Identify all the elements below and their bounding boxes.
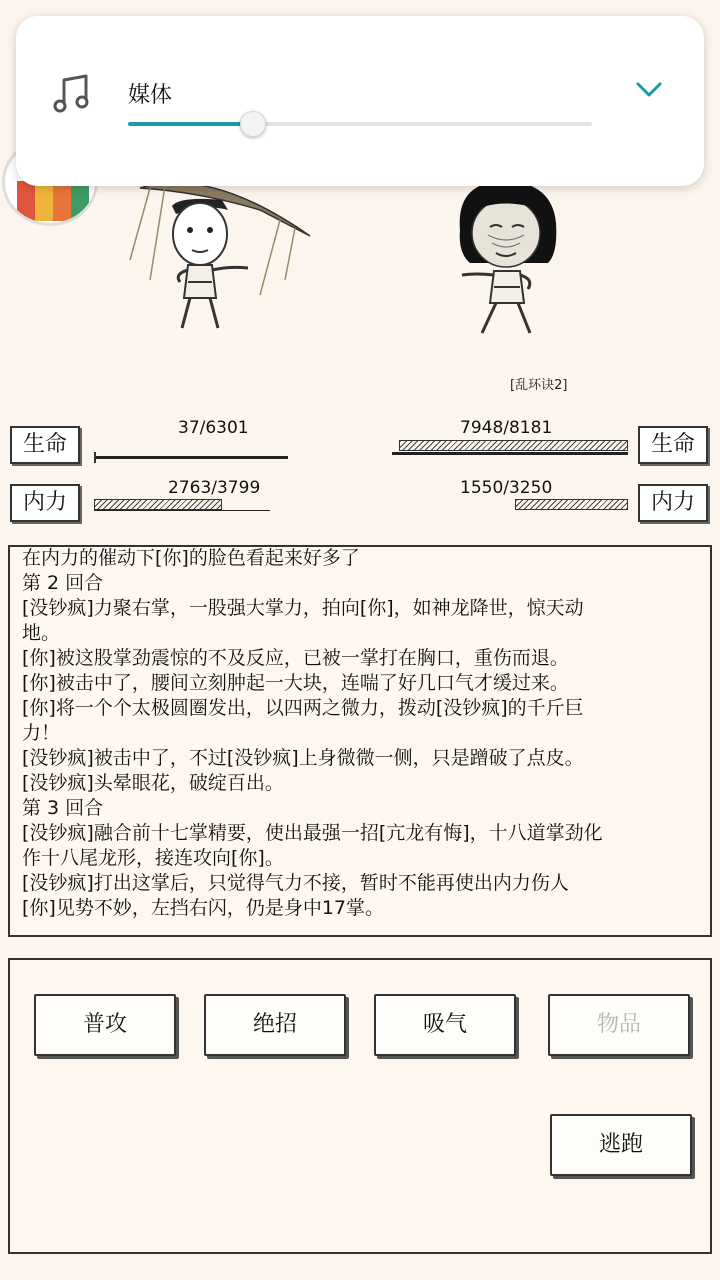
player-hp-label: 生命 (10, 426, 80, 464)
volume-panel (16, 16, 704, 186)
enemy-skill-label: [乱环诀2] (510, 378, 568, 393)
log-line: 力！ (22, 722, 61, 744)
volume-stream-label: 媒体 (128, 83, 173, 108)
enemy-hp-value: 7948/8181 (460, 418, 553, 438)
player-character (110, 170, 320, 340)
log-line: 地。 (22, 622, 61, 644)
items-button[interactable]: 物品 (548, 994, 690, 1056)
enemy-character (440, 175, 580, 340)
log-line: [没钞疯]打出这掌后，只觉得气力不接，暂时不能再使出内力伤人 (22, 872, 569, 894)
volume-slider-fill (128, 122, 253, 126)
attack-button[interactable]: 普攻 (34, 994, 176, 1056)
log-line: [你]被击中了，腰间立刻肿起一大块，连喘了好几口气才缓过来。 (22, 672, 569, 694)
player-hp-value: 37/6301 (178, 418, 249, 438)
player-mp-bar-fill (94, 499, 222, 510)
log-line: 第 2 回合 (22, 572, 104, 594)
battle-log[interactable] (8, 545, 712, 937)
log-line: 第 3 回合 (22, 797, 104, 819)
log-line: [你]见势不妙，左挡右闪，仍是身中17掌。 (22, 897, 385, 919)
log-line: 作十八尾龙形，接连攻向[你]。 (22, 847, 284, 869)
breathe-button[interactable]: 吸气 (374, 994, 516, 1056)
chevron-down-icon[interactable] (634, 80, 664, 100)
flee-button[interactable]: 逃跑 (550, 1114, 692, 1176)
log-line: [你]被这股掌劲震惊的不及反应，已被一掌打在胸口，重伤而退。 (22, 647, 569, 669)
log-line: [没钞疯]力聚右掌，一股强大掌力，拍向[你]，如神龙降世，惊天动 (22, 597, 584, 619)
player-mp-value: 2763/3799 (168, 478, 261, 498)
volume-slider[interactable] (128, 122, 592, 126)
enemy-hp-label: 生命 (638, 426, 708, 464)
log-line: [没钞疯]融合前十七掌精要，使出最强一招[亢龙有悔]，十八道掌劲化 (22, 822, 603, 844)
player-mp-label: 内力 (10, 484, 80, 522)
player-hp-bar-fill (94, 452, 96, 463)
action-panel (8, 958, 712, 1254)
enemy-mp-value: 1550/3250 (460, 478, 553, 498)
enemy-mp-bar-track (392, 510, 628, 511)
enemy-mp-label: 内力 (638, 484, 708, 522)
player-mp-bar-track (94, 510, 270, 511)
log-line: [你]将一个个太极圆圈发出，以四两之微力，拨动[没钞疯]的千斤巨 (22, 697, 584, 719)
log-line: [没钞疯]头晕眼花，破绽百出。 (22, 772, 284, 794)
volume-slider-thumb[interactable] (240, 111, 266, 137)
music-note-icon (52, 72, 92, 116)
log-line: 在内力的催动下[你]的脸色看起来好多了 (22, 547, 360, 569)
log-line: [没钞疯]被击中了，不过[没钞疯]上身微微一侧，只是蹭破了点皮。 (22, 747, 584, 769)
ultimate-button[interactable]: 绝招 (204, 994, 346, 1056)
enemy-mp-bar-fill (515, 499, 628, 510)
enemy-hp-bar-fill (399, 440, 628, 451)
battle-log-lines (22, 546, 702, 921)
player-hp-bar-track (94, 456, 288, 459)
enemy-hp-bar-track (392, 452, 628, 455)
